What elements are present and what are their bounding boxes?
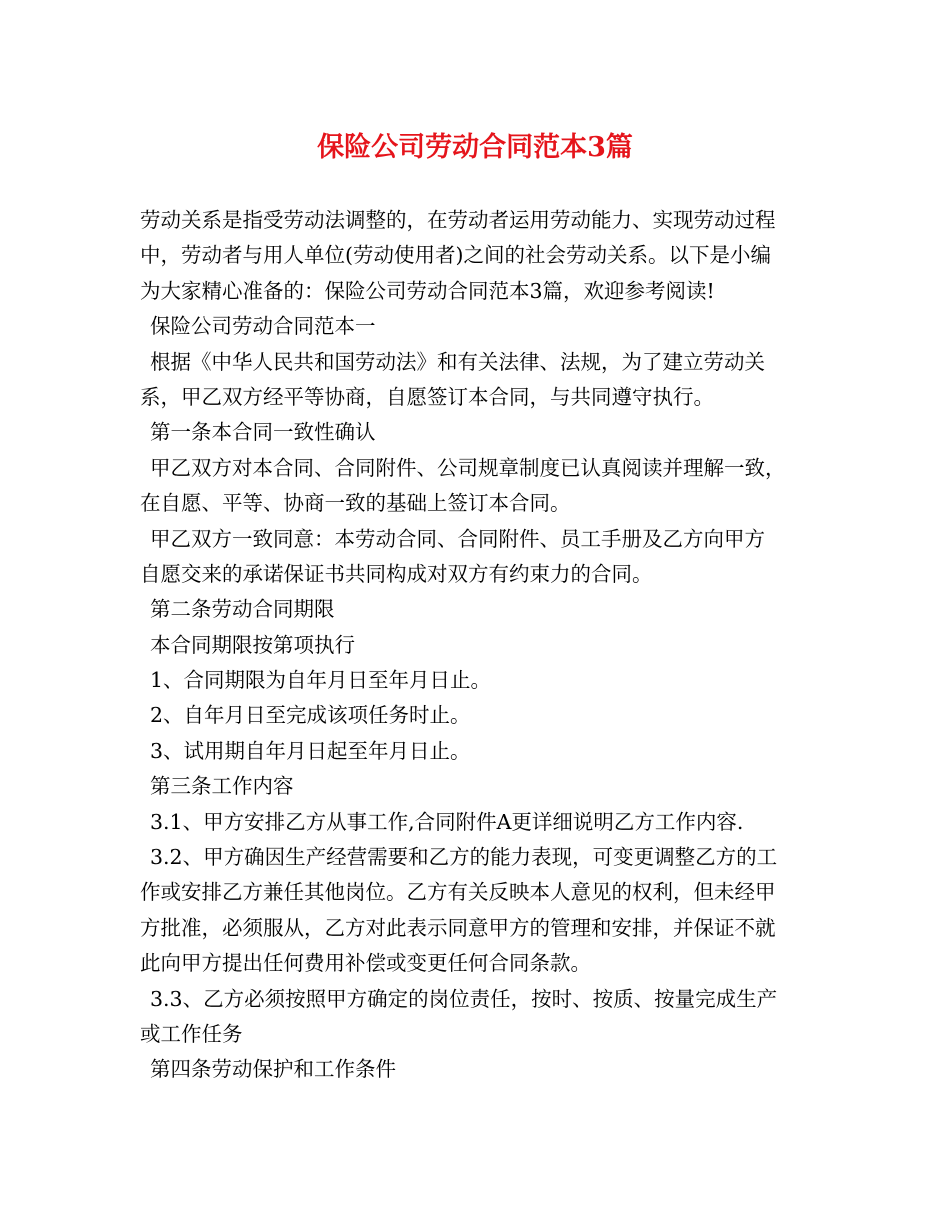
document-title: 保险公司劳动合同范本3篇: [317, 132, 633, 163]
paragraph-line: 在自愿、平等、协商一致的基础上签订本合同。: [140, 491, 571, 516]
article-heading: 第三条工作内容: [150, 774, 294, 799]
paragraph-line: 劳动关系是指受劳动法调整的，在劳动者运用劳动能力、实现劳动过程: [140, 208, 776, 232]
paragraph-line: 本合同期限按第项执行: [150, 632, 355, 657]
list-item: 3、试用期自年月日起至年月日止。: [150, 738, 471, 763]
paragraph-line: 中，劳动者与用人单位(劳动使用者)之间的社会劳动关系。以下是小编: [140, 243, 771, 268]
article-heading: 第四条劳动保护和工作条件: [150, 1057, 396, 1082]
section-heading: 保险公司劳动合同范本一: [150, 314, 376, 339]
list-item: 1、合同期限为自年月日至年月日止。: [150, 668, 492, 693]
paragraph-line: 自愿交来的承诺保证书共同构成对双方有约束力的合同。: [140, 561, 653, 586]
paragraph-line: 方批准，必须服从，乙方对此表示同意甲方的管理和安排，并保证不就: [140, 915, 776, 940]
paragraph-line: 根据《中华人民共和国劳动法》和有关法律、法规，为了建立劳动关: [150, 349, 765, 374]
article-heading: 第二条劳动合同期限: [150, 597, 335, 622]
paragraph-line: 作或安排乙方兼任其他岗位。乙方有关反映本人意见的权利，但未经甲: [140, 880, 776, 905]
list-item: 3.3、乙方必须按照甲方确定的岗位责任，按时、按质、按量完成生产: [150, 986, 778, 1011]
paragraph-line: 此向甲方提出任何费用补偿或变更任何合同条款。: [140, 951, 591, 976]
paragraph-line: 为大家精心准备的：保险公司劳动合同范本3篇，欢迎参考阅读!: [140, 278, 715, 303]
paragraph-line: 或工作任务: [140, 1021, 243, 1046]
article-heading: 第一条本合同一致性确认: [150, 420, 376, 445]
list-item: 3.1、甲方安排乙方从事工作,合同附件A更详细说明乙方工作内容.: [150, 809, 744, 834]
paragraph-line: 系，甲乙双方经平等协商，自愿签订本合同，与共同遵守执行。: [140, 384, 714, 409]
list-item: 3.2、甲方确因生产经营需要和乙方的能力表现，可变更调整乙方的工: [150, 845, 778, 870]
document-body: [140, 203, 830, 1088]
paragraph-line: 甲乙双方一致同意：本劳动合同、合同附件、员工手册及乙方向甲方: [150, 526, 765, 551]
paragraph-line: 甲乙双方对本合同、合同附件、公司规章制度已认真阅读并理解一致，: [150, 455, 786, 480]
list-item: 2、自年月日至完成该项任务时止。: [150, 703, 471, 728]
